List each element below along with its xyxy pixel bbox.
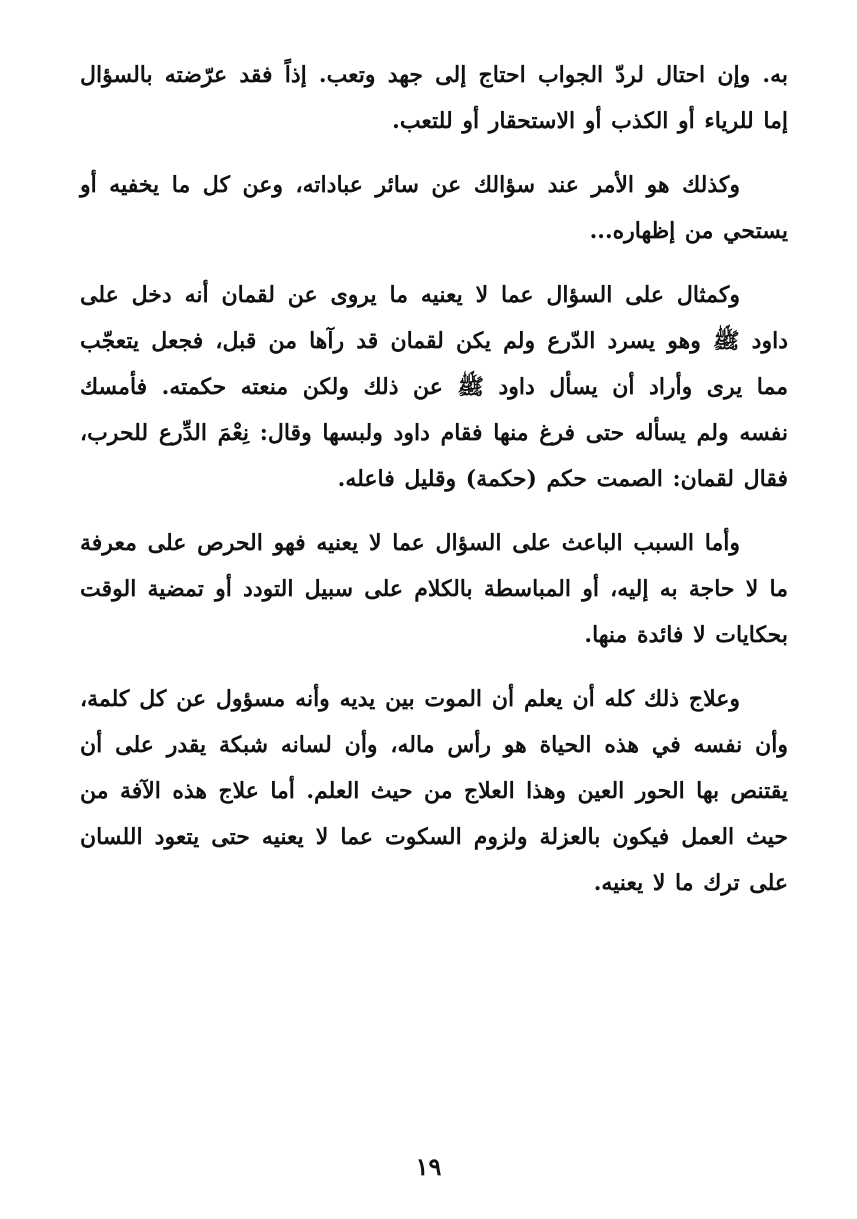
paragraph-luqman-example: وكمثال على السؤال عما لا يعنيه ما يروى عن لقمان أنه دخل على داود ﷺ وهو يسرد الدّرع ولم يكن لقمان قد رآها من قبل، فجعل يتعجّب مما يرى وأراد أن يسأل داود ﷺ عن ذلك ولكن منعته حكمته. فأمسك نفسه ولم يسأله حتى فرغ منها فقام داود ولبسها وقال: نِعْمَ الدِّرع للحرب، فقال لقمان: الصمت حكم (حكمة) وقليل فاعله.	[80, 282, 788, 492]
paragraph-continuation: به. وإن احتال لردّ الجواب احتاج إلى جهد وتعب. إذاً فقد عرّضته بالسؤال إما للرياء أو الكذب أو الاستحقار أو للتعب.	[80, 62, 788, 134]
paragraph-motive: وأما السبب الباعث على السؤال عما لا يعنيه فهو الحرص على معرفة ما لا حاجة به إليه، أو المباسطة بالكلام على سبيل التودد أو تمضية الوقت بحكايات لا فائدة منها.	[80, 530, 788, 648]
paragraph-remedy: وعلاج ذلك كله أن يعلم أن الموت بين يديه وأنه مسؤول عن كل كلمة، وأن نفسه في هذه الحياة هو رأس ماله، وأن لسانه شبكة يقدر على أن يقتنص بها الحور العين وهذا العلاج من حيث العلم. أما علاج هذه الآفة من حيث العمل فيكون بالعزلة ولزوم السكوت عما لا يعنيه حتى يتعود اللسان على ترك ما لا يعنيه.	[80, 686, 789, 896]
page-body	[80, 52, 788, 924]
paragraph-worship-questions: وكذلك هو الأمر عند سؤالك عن سائر عباداته، وعن كل ما يخفيه أو يستحي من إظهاره...	[80, 172, 788, 244]
page-number: ١٩	[415, 1152, 442, 1181]
